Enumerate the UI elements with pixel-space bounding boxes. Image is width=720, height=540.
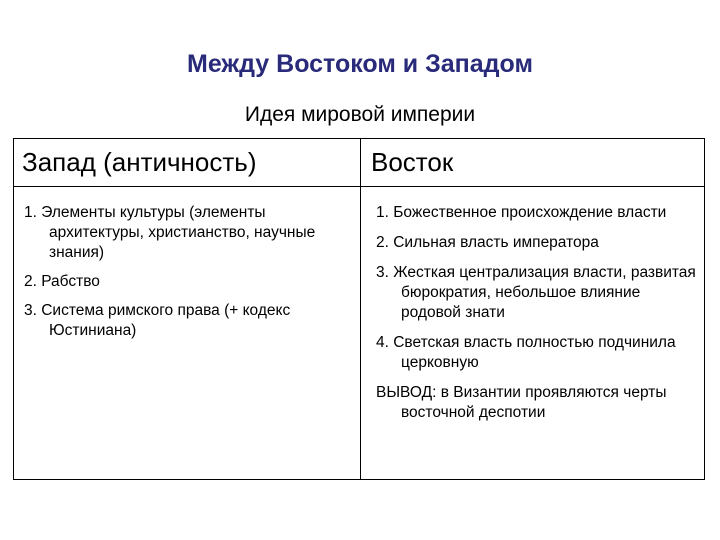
east-item-1: 1. Божественное происхождение власти [376, 204, 667, 221]
west-item-2: 2. Рабство [24, 273, 100, 290]
east-item-2: 2. Сильная власть императора [376, 234, 599, 251]
slide-title: Между Востоком и Западом [187, 50, 533, 78]
west-column [24, 203, 352, 350]
slide-subtitle: Идея мировой империи [244, 103, 476, 126]
comparison-table [13, 138, 705, 480]
east-conclusion: ВЫВОД: в Византии проявляются черты восточной деспотии [376, 384, 667, 421]
east-column [376, 203, 696, 433]
east-header: Восток [371, 147, 454, 177]
east-item-4: 4. Светская власть полностью подчинила церковную [376, 334, 676, 371]
header-divider [14, 186, 704, 187]
west-item-1: 1. Элементы культуры (элементы архитектуры, христианство, научные знания) [24, 204, 316, 261]
west-item-3: 3. Система римского права (+ кодекс Юстиниана) [24, 302, 291, 339]
column-divider [360, 139, 361, 479]
west-header: Запад (античность) [22, 147, 257, 177]
east-item-3: 3. Жесткая централизация власти, развитая бюрократия, небольшое влияние родовой знати [376, 264, 696, 321]
